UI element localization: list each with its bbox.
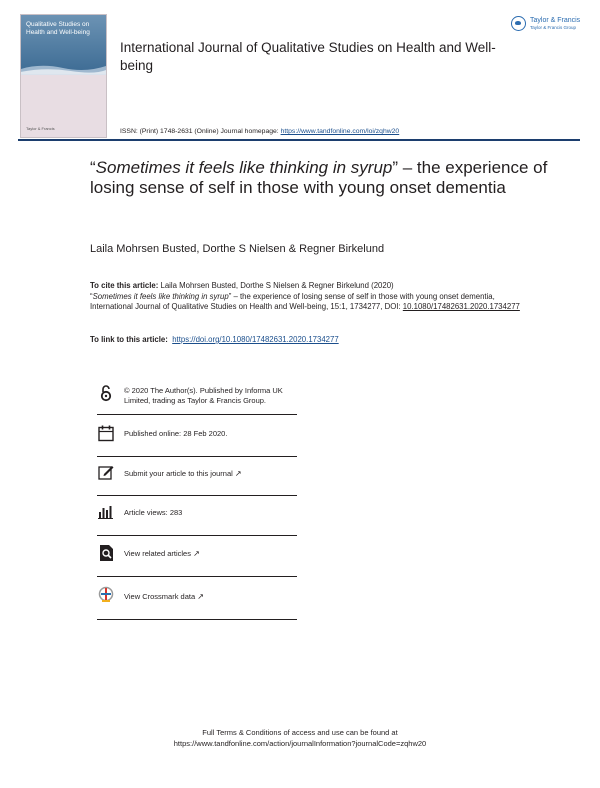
cover-wave-graphic: [21, 61, 106, 75]
citation-rest: ” – the experience of losing sense of self in those with young onset dementia, International Journal of Qualitative Studies on Health and Well-being, 15:1, 1734277, DOI:: [90, 291, 495, 311]
submit-link[interactable]: [124, 469, 299, 479]
related-divider: [97, 576, 297, 577]
submit-row[interactable]: [97, 463, 297, 495]
submit-divider: [97, 495, 297, 496]
citation-line1: Laila Mohrsen Busted, Dorthe S Nielsen & Regner Birkelund (2020): [158, 281, 394, 290]
published-row: [97, 424, 297, 456]
journal-cover-image: [20, 14, 107, 138]
link-label: To link to this article:: [90, 335, 168, 344]
title-italic: Sometimes it feels like thinking in syrup: [95, 158, 393, 177]
issn-text: ISSN: (Print) 1748-2631 (Online) Journal homepage:: [120, 128, 281, 135]
journal-homepage-link[interactable]: https://www.tandfonline.com/loi/zqhw20: [280, 128, 400, 135]
open-access-icon: [97, 384, 115, 402]
cover-publisher-mark: Taylor & Francis: [26, 126, 55, 131]
edit-icon: [97, 463, 115, 481]
submit-text: Submit your article to this journal: [124, 469, 233, 478]
views-row: [97, 503, 297, 535]
bar-chart-icon: [97, 503, 115, 521]
article-title: [90, 158, 550, 198]
related-articles-icon: [97, 544, 115, 562]
crossmark-icon: [97, 586, 115, 604]
cover-title: Qualitative Studies on Health and Well-being: [26, 21, 90, 36]
views-text: Article views: 283: [124, 508, 183, 517]
license-text: © 2020 The Author(s). Published by Informa UK Limited, trading as Taylor & Francis Group.: [124, 386, 283, 405]
publisher-logo-name: Taylor & Francis: [530, 17, 581, 24]
title-rest: ” – the experience of losing sense of self in those with young onset dementia: [90, 158, 548, 197]
related-link[interactable]: [124, 549, 299, 559]
citation-block: [90, 281, 530, 313]
external-link-icon: ↗: [193, 549, 200, 558]
license-divider: [97, 414, 297, 415]
footer: [0, 727, 600, 749]
related-text: View related articles: [124, 549, 191, 558]
citation-quote-open: “: [90, 291, 93, 301]
calendar-icon: [97, 424, 115, 442]
views-divider: [97, 535, 297, 536]
publisher-logo-icon: [511, 16, 526, 31]
footer-line1: Full Terms & Conditions of access and use can be found at: [202, 728, 398, 737]
article-link-line: [90, 335, 339, 344]
external-link-icon: ↗: [234, 469, 242, 478]
doi-link[interactable]: 10.1080/17482631.2020.1734277: [402, 302, 520, 311]
issn-line: [120, 128, 399, 135]
published-text: Published online: 28 Feb 2020.: [124, 429, 228, 438]
related-row[interactable]: [97, 544, 297, 576]
crossmark-row[interactable]: [97, 586, 297, 620]
journal-title: International Journal of Qualitative Studies on Health and Well-being: [120, 40, 496, 73]
publisher-logo[interactable]: [511, 16, 591, 38]
external-link-icon: ↗: [197, 592, 204, 601]
article-authors: Laila Mohrsen Busted, Dorthe S Nielsen & Regner Birkelund: [90, 243, 385, 255]
citation-label: To cite this article:: [90, 281, 159, 290]
published-divider: [97, 456, 297, 457]
citation-italic: Sometimes it feels like thinking in syrup: [92, 291, 229, 301]
license-row: [97, 384, 297, 416]
crossmark-divider: [97, 619, 297, 620]
crossmark-text: View Crossmark data: [124, 592, 196, 601]
footer-terms-link[interactable]: https://www.tandfonline.com/action/journalInformation?journalCode=zqhw20: [173, 739, 427, 748]
crossmark-link[interactable]: [124, 592, 299, 602]
publisher-logo-sub: Taylor & Francis Group: [530, 25, 577, 30]
title-quote-open: “: [90, 158, 96, 177]
header-divider: [18, 139, 580, 141]
article-doi-url[interactable]: https://doi.org/10.1080/17482631.2020.1734277: [172, 335, 339, 344]
